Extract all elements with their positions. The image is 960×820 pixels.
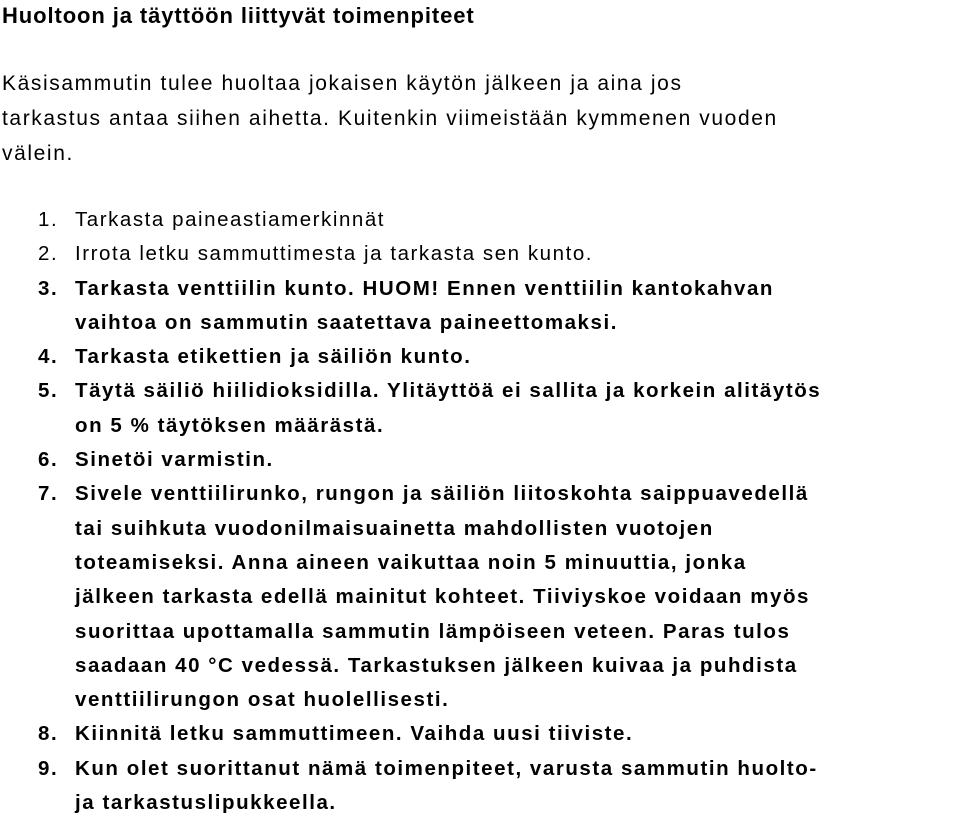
step-text: vaihtoa on sammutin saatettava paineettomaksi. <box>75 310 618 334</box>
page-title: Huoltoon ja täyttöön liittyvät toimenpiteet <box>2 3 475 28</box>
step-number: 8. <box>38 722 59 746</box>
step-item <box>0 443 960 477</box>
step-text: Tarkasta paineastiamerkinnät <box>75 208 386 231</box>
maintenance-steps-list <box>0 203 960 820</box>
step-text: suorittaa upottamalla sammutin lämpöiseen veteen. Paras tulos <box>75 619 791 643</box>
step-text: Tarkasta etikettien ja säiliön kunto. <box>75 345 472 369</box>
step-text: Kiinnitä letku sammuttimeen. Vaihda uusi tiiviste. <box>75 722 634 746</box>
step-text: venttiilirungon osat huolellisesti. <box>75 688 450 712</box>
step-item <box>0 477 960 717</box>
step-text: Sivele venttiilirunko, rungon ja säiliön liitoskohta saippuavedellä <box>75 482 809 506</box>
step-text: saadaan 40 °C vedessä. Tarkastuksen jälkeen kuivaa ja puhdista <box>75 653 798 677</box>
step-item <box>0 374 960 443</box>
step-number: 1. <box>38 208 59 231</box>
step-text: Täytä säiliö hiilidioksidilla. Ylitäyttöä ei sallita ja korkein alitäytös <box>75 379 822 403</box>
step-number: 7. <box>38 482 59 506</box>
step-number: 5. <box>38 379 59 403</box>
step-number: 6. <box>38 448 59 472</box>
step-text: jälkeen tarkasta edellä mainitut kohteet. Tiiviyskoe voidaan myös <box>75 585 810 609</box>
step-text: Irrota letku sammuttimesta ja tarkasta sen kunto. <box>75 242 594 266</box>
step-number: 3. <box>38 276 59 300</box>
step-number: 9. <box>38 756 59 780</box>
step-item <box>0 272 960 341</box>
step-number: 4. <box>38 345 59 369</box>
step-number: 2. <box>38 242 59 266</box>
step-item <box>0 237 960 271</box>
step-item <box>0 340 960 374</box>
intro-line: välein. <box>2 142 74 165</box>
step-text: tai suihkuta vuodonilmaisuainetta mahdollisten vuotojen <box>75 516 714 540</box>
intro-line: tarkastus antaa siihen aihetta. Kuitenkin viimeistään kymmenen vuoden <box>2 107 778 130</box>
intro-paragraph <box>2 66 952 171</box>
step-item <box>0 752 960 820</box>
step-text: ja tarkastuslipukkeella. <box>75 791 337 815</box>
step-text: toteamiseksi. Anna aineen vaikuttaa noin 5 minuuttia, jonka <box>75 550 747 574</box>
step-item <box>0 717 960 751</box>
step-text: Sinetöi varmistin. <box>75 448 274 472</box>
step-text: Tarkasta venttiilin kunto. HUOM! Ennen venttiilin kantokahvan <box>75 276 775 300</box>
intro-line: Käsisammutin tulee huoltaa jokaisen käytön jälkeen ja aina jos <box>2 72 683 95</box>
step-item <box>0 203 960 237</box>
step-text: on 5 % täytöksen määrästä. <box>75 413 385 437</box>
step-text: Kun olet suorittanut nämä toimenpiteet, varusta sammutin huolto- <box>75 756 818 780</box>
